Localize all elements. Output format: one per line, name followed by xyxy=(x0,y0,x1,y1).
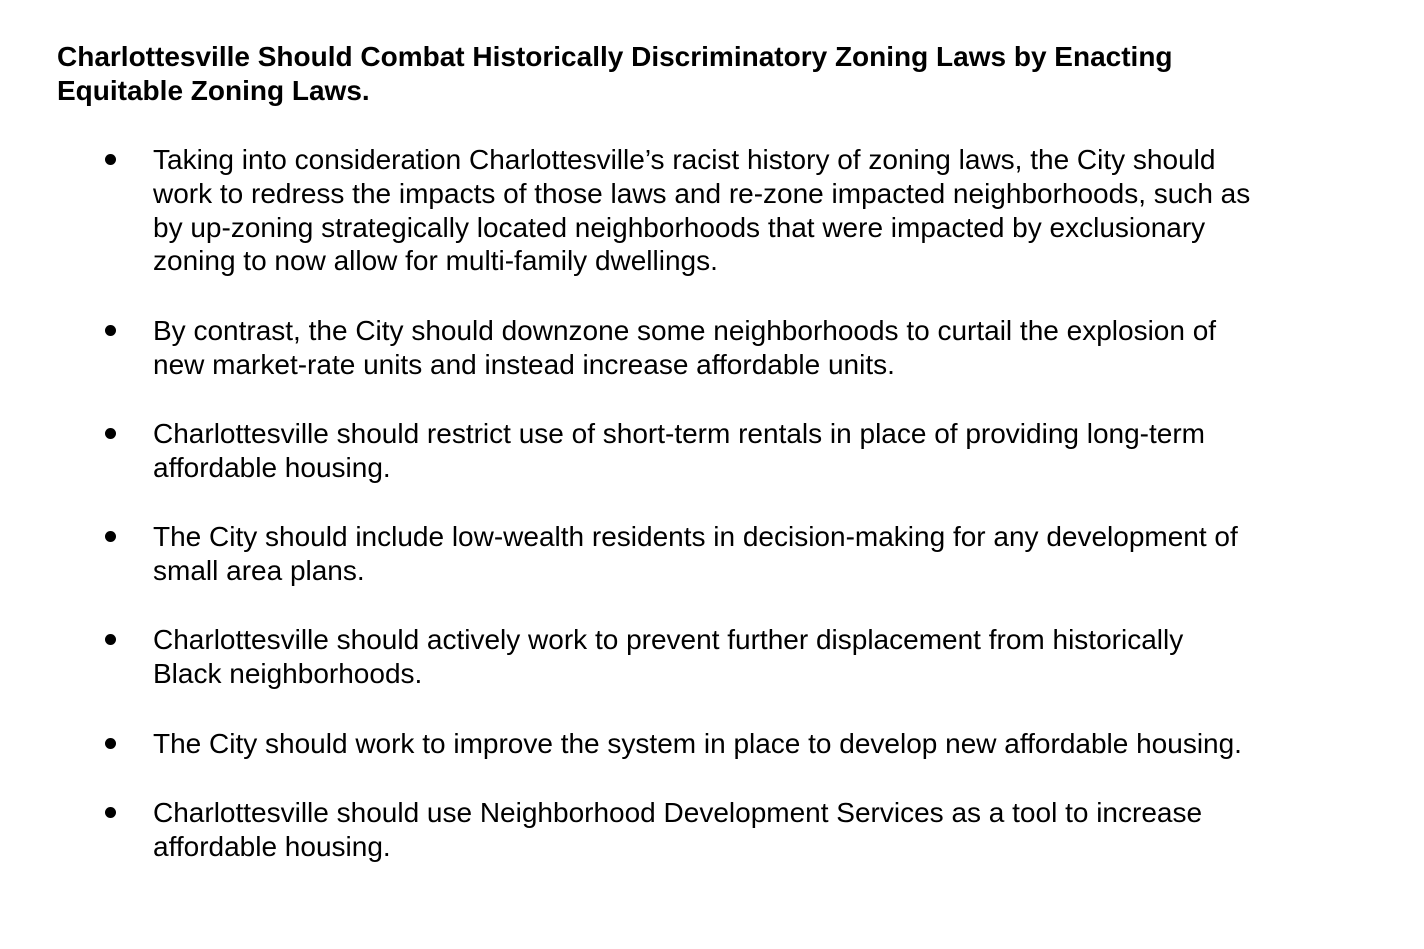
text-line: by up-zoning strategically located neighborhoods that were impacted by exclusionary xyxy=(153,211,1206,243)
bullet-icon xyxy=(105,325,116,336)
list-item-text xyxy=(153,623,1318,691)
text-line: Black neighborhoods. xyxy=(153,657,423,689)
bullet-icon xyxy=(105,738,116,749)
list-item-text xyxy=(153,314,1318,382)
bullet-icon xyxy=(105,531,116,542)
text-line: The City should work to improve the system in place to develop new affordable housing. xyxy=(153,728,1242,759)
list-item-text xyxy=(153,727,1318,761)
list-item-text xyxy=(153,417,1318,485)
text-line: work to redress the impacts of those laws and re-zone impacted neighborhoods, such as xyxy=(153,177,1251,209)
bullet-icon xyxy=(105,634,116,645)
text-line: small area plans. xyxy=(153,554,365,586)
text-line: The City should include low-wealth residents in decision-making for any development of xyxy=(153,521,1238,552)
bullet-icon xyxy=(105,154,116,165)
text-line: Taking into consideration Charlottesville’s racist history of zoning laws, the City should xyxy=(153,144,1216,175)
text-line: By contrast, the City should downzone some neighborhoods to curtail the explosion of xyxy=(153,315,1217,346)
text-line: new market-rate units and instead increase affordable units. xyxy=(153,348,895,380)
text-line: Charlottesville should use Neighborhood Development Services as a tool to increase xyxy=(153,797,1203,828)
list-item-text xyxy=(153,143,1318,278)
page-title xyxy=(57,40,1317,107)
list-item-text xyxy=(153,796,1318,864)
bullet-icon xyxy=(105,428,116,439)
text-line: Charlottesville should actively work to prevent further displacement from historically xyxy=(153,624,1184,655)
heading-line: Equitable Zoning Laws. xyxy=(57,74,370,106)
text-line: Charlottesville should restrict use of short-term rentals in place of providing long-term xyxy=(153,418,1206,449)
heading-line: Charlottesville Should Combat Historically Discriminatory Zoning Laws by Enacting xyxy=(57,41,1173,72)
text-line: affordable housing. xyxy=(153,830,391,862)
bullet-icon xyxy=(105,807,116,818)
text-line: zoning to now allow for multi-family dwellings. xyxy=(153,245,718,277)
list-item-text xyxy=(153,520,1318,588)
text-line: affordable housing. xyxy=(153,451,391,483)
